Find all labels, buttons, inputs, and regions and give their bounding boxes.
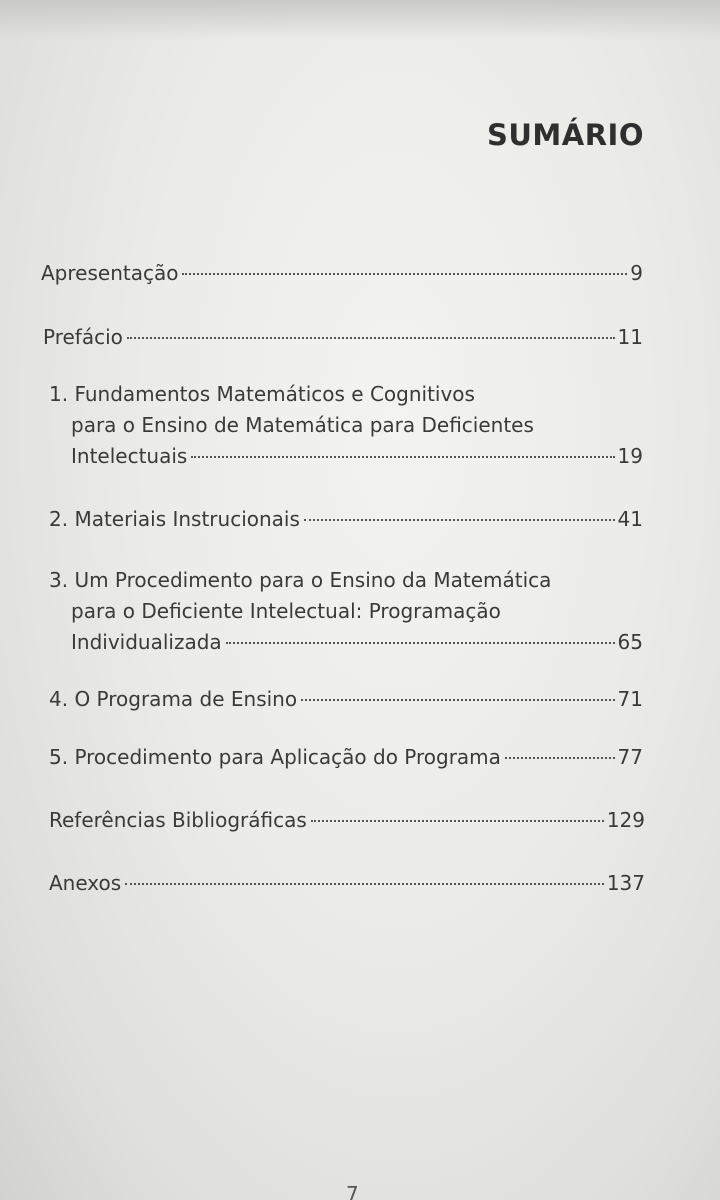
toc-entry-title: Referências Bibliográficas <box>49 808 307 832</box>
toc-page-number: 65 <box>617 630 643 654</box>
toc-entry-chapter-4 <box>49 684 643 715</box>
dot-leader <box>301 699 614 701</box>
toc-entry-apresentacao <box>41 258 643 289</box>
dot-leader <box>127 337 615 339</box>
dot-leader <box>304 519 615 521</box>
dot-leader <box>182 273 627 275</box>
toc-entry-referencias <box>49 805 645 836</box>
toc-entry-chapter-5 <box>49 742 643 773</box>
toc-page-number: 129 <box>606 808 645 832</box>
toc-entry-title-line: Individualizada <box>71 630 222 654</box>
toc-page-number: 77 <box>617 745 643 769</box>
toc-entry-chapter-2 <box>49 504 643 535</box>
dot-leader <box>191 456 614 458</box>
dot-leader <box>311 820 604 822</box>
dot-leader <box>226 642 615 644</box>
toc-page-number: 41 <box>617 507 643 531</box>
toc-page-number: 137 <box>606 871 645 895</box>
toc-page-number: 9 <box>630 261 643 285</box>
toc-entry-title-line: Intelectuais <box>71 444 188 468</box>
toc-entry-chapter-1 <box>49 379 643 472</box>
page-number: 7 <box>346 1182 359 1200</box>
toc-entry-title: 4. O Programa de Ensino <box>49 687 298 711</box>
toc-entry-title-line: para o Deficiente Intelectual: Programação <box>71 599 501 623</box>
toc-page-number: 19 <box>617 444 643 468</box>
toc-page-number: 11 <box>617 325 643 349</box>
toc-entry-chapter-3 <box>49 565 643 658</box>
toc-entry-prefacio <box>43 322 643 353</box>
toc-entry-title: Anexos <box>49 871 122 895</box>
toc-entry-anexos <box>49 868 645 899</box>
toc-entry-title-line: 1. Fundamentos Matemáticos e Cognitivos <box>49 382 475 406</box>
dot-leader <box>125 883 604 885</box>
toc-entry-title: 2. Materiais Instrucionais <box>49 507 300 531</box>
page-title: SUMÁRIO <box>486 118 644 152</box>
toc-entry-title: Apresentação <box>41 261 179 285</box>
toc-entry-title: 5. Procedimento para Aplicação do Programa <box>49 745 501 769</box>
toc-entry-title-line: para o Ensino de Matemática para Deficientes <box>71 413 534 437</box>
toc-entry-title-line: 3. Um Procedimento para o Ensino da Matemática <box>49 568 552 592</box>
dot-leader <box>505 757 615 759</box>
toc-entry-title: Prefácio <box>43 325 123 349</box>
toc-page-number: 71 <box>617 687 643 711</box>
